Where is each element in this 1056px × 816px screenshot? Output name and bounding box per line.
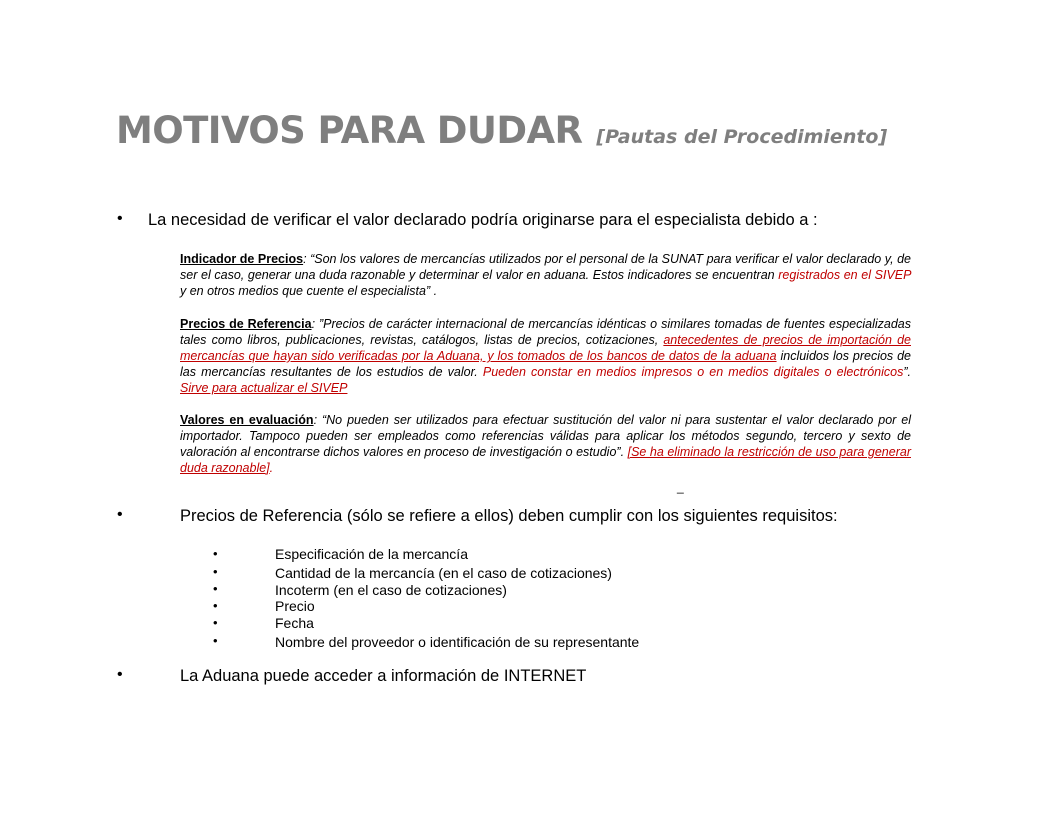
sub-bullet-dot: • xyxy=(213,546,218,561)
highlight-restriccion: [Se ha eliminado la restricción de uso para generar duda razonable] xyxy=(180,445,911,475)
highlight-sivep: registrados en el SIVEP xyxy=(778,268,911,282)
bullet-internet: La Aduana puede acceder a información de INTERNET xyxy=(180,667,587,685)
bullet-dot: • xyxy=(117,506,123,523)
bullet-necesidad: La necesidad de verificar el valor declarado podría originarse para el especialista debido a : xyxy=(148,211,818,229)
bullet-dot: • xyxy=(117,210,123,227)
term-precios-referencia: Precios de Referencia xyxy=(180,317,312,331)
paragraph-indicador-precios: Indicador de Precios: “Son los valores de mercancías utilizados por el personal de la SUNAT para verificar el valor declarado y, de ser el caso, generar una duda razonable y determinar el valor en aduana. Estos indicadores se encuentran registrados en el SIVEP y en otros medios que cuente el especialista” . xyxy=(180,252,911,298)
requisito-item: Fecha xyxy=(275,615,314,631)
dash-mark: _ xyxy=(677,480,684,494)
page-title xyxy=(116,109,888,152)
requisito-item: Especificación de la mercancía xyxy=(275,546,468,562)
term-valores-evaluacion: Valores en evaluación xyxy=(180,413,314,427)
sub-bullet-dot: • xyxy=(213,598,218,613)
highlight-sirve-para: Sirve para xyxy=(180,381,241,395)
sub-bullet-dot: • xyxy=(213,633,218,648)
requisito-item: Cantidad de la mercancía (en el caso de cotizaciones) xyxy=(275,565,612,581)
bullet-requisitos: Precios de Referencia (sólo se refiere a ellos) deben cumplir con los siguientes requisitos: xyxy=(180,507,838,525)
highlight-antecedentes: antecedentes de precios de importación de mercancías que hayan sido verificadas por la Aduana, y los tomados de los bancos de datos de la aduana xyxy=(180,333,911,363)
sub-bullet-dot: • xyxy=(213,581,218,596)
bullet-dot: • xyxy=(117,666,123,683)
highlight-medios: Pueden constar en medios impresos o en medios digitales o electrónicos xyxy=(482,365,904,379)
title-main: MOTIVOS PARA DUDAR xyxy=(116,109,583,152)
term-indicador-precios: Indicador de Precios xyxy=(180,252,304,266)
sub-bullet-dot: • xyxy=(213,564,218,579)
requisito-item: Nombre del proveedor o identificación de su representante xyxy=(275,634,640,650)
sub-bullet-dot: • xyxy=(213,615,218,630)
requisito-item: Precio xyxy=(275,598,315,614)
highlight-actualizar-sivep: actualizar el SIVEP xyxy=(240,381,348,395)
requisito-item: Incoterm (en el caso de cotizaciones) xyxy=(275,582,507,598)
paragraph-precios-referencia: Precios de Referencia: ”Precios de carácter internacional de mercancías idénticas o similares tomadas de fuentes especializadas tales como libros, publicaciones, revistas, catálogos, listas de precios, cotizaciones, antecedentes de precios de importación de mercancías que hayan sido verificadas por la Aduana, y los tomados de los bancos de datos de la aduana incluidos los precios de las mercancías resultantes de los estudios de valor. Pueden constar en medios impresos o en medios digitales o electrónicos”. Sirve para actualizar el SIVEP xyxy=(180,317,911,395)
title-subtitle: [Pautas del Procedimiento] xyxy=(596,126,888,148)
paragraph-valores-evaluacion: Valores en evaluación: “No pueden ser utilizados para efectuar sustitución del valor ni para sustentar el valor declarado por el importador. Tampoco pueden ser empleados como referencias válidas para aplicar los métodos segundo, tercero y sexto de valoración al encontrarse dichos valores en proceso de investigación o estudio”. [Se ha eliminado la restricción de uso para generar duda razonable]. xyxy=(180,413,911,475)
